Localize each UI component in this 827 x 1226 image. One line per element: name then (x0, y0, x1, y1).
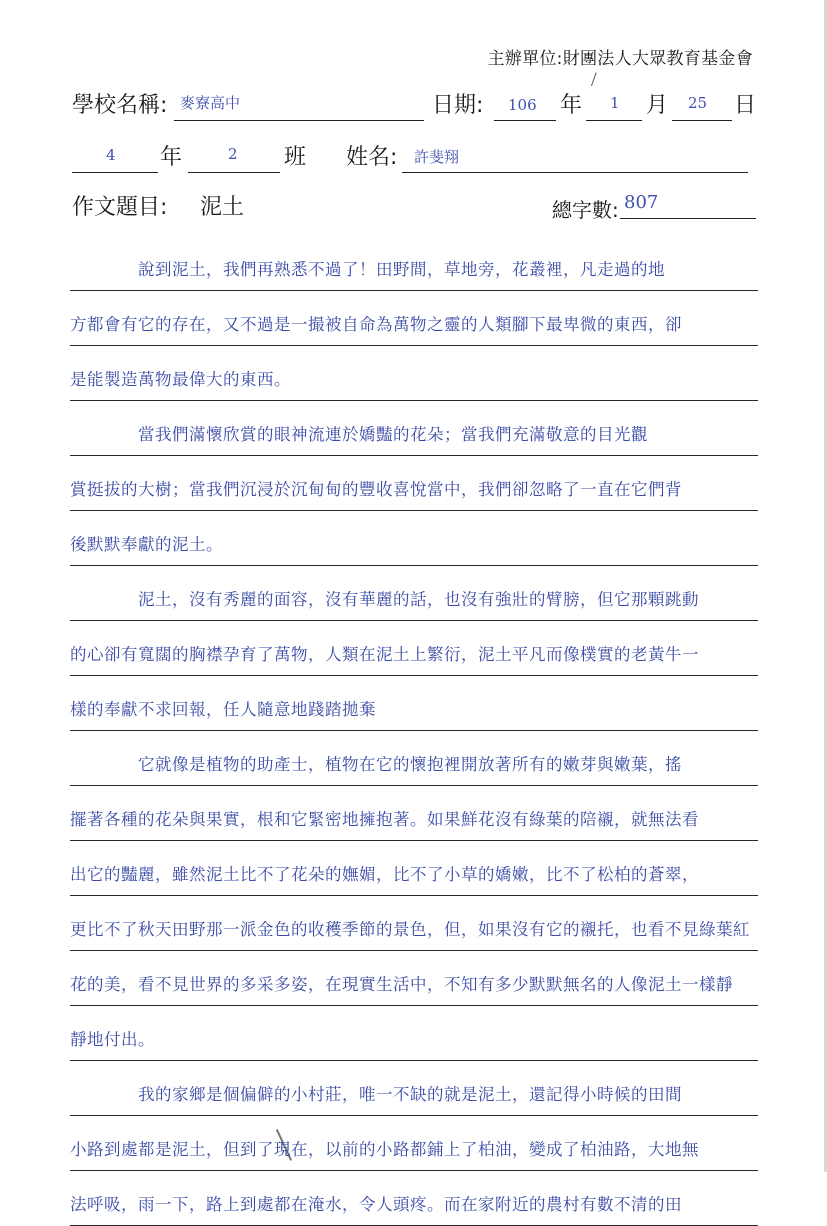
essay-line: 說到泥土，我們再熟悉不過了！田野間，草地旁，花叢裡，凡走過的地 (70, 236, 758, 291)
school-value: 麥寮高中 (180, 94, 241, 112)
wordcount-label: 總字數: (552, 198, 619, 222)
essay-line: 的心卻有寬闊的胸襟孕育了萬物，人類在泥土上繁衍，泥土平凡而像樸實的老黃牛一 (70, 621, 758, 676)
organizer-label: 主辦單位:財團法人大眾教育基金會 (487, 49, 753, 69)
name-value: 許斐翔 (414, 148, 460, 166)
class-value: 2 (228, 145, 238, 163)
topic-value: 泥土 (200, 195, 245, 220)
essay-line: 花的美，看不見世界的多采多姿，在現實生活中，不知有多少默默無名的人像泥土一樣靜 (70, 951, 758, 1006)
essay-line: 賞挺拔的大樹；當我們沉浸於沉甸甸的豐收喜悅當中，我們卻忽略了一直在它們背 (70, 456, 758, 511)
essay-line: 方都會有它的存在，又不過是一撮被自命為萬物之靈的人類腳下最卑微的東西，卻 (70, 291, 758, 346)
essay-line: 擺著各種的花朵與果實，根和它緊密地擁抱著。如果鮮花沒有綠葉的陪襯，就無法看 (70, 786, 758, 841)
month-label: 月 (646, 93, 669, 118)
essay-line: 後默默奉獻的泥土。 (70, 511, 758, 566)
essay-line: 它就像是植物的助產士，植物在它的懷抱裡開放著所有的嫩芽與嫩葉，搖 (70, 731, 758, 786)
essay-line: 小路到處都是泥土，但到了現在，以前的小路都鋪上了柏油，變成了柏油路，大地無 (70, 1116, 758, 1171)
essay-line: 法呼吸，雨一下，路上到處都在淹水，令人頭疼。而在家附近的農村有數不清的田 (70, 1171, 758, 1226)
school-label: 學校名稱: (72, 93, 168, 118)
pen-mark (591, 73, 606, 90)
grade-value: 4 (106, 146, 116, 164)
essay-line: 靜地付出。 (70, 1006, 758, 1061)
wordcount-value: 807 (624, 192, 659, 213)
essay-line: 出它的豔麗，雖然泥土比不了花朵的嫵媚，比不了小草的嬌嫩，比不了松柏的蒼翠， (70, 841, 758, 896)
class-label: 班 (284, 145, 307, 170)
essay-body (70, 236, 758, 1226)
name-label: 姓名: (346, 145, 398, 170)
date-year-value: 106 (508, 96, 537, 114)
essay-line: 更比不了秋天田野那一派金色的收穫季節的景色，但，如果沒有它的襯托，也看不見綠葉紅 (70, 896, 758, 951)
date-label: 日期: (432, 93, 484, 118)
essay-line: 樣的奉獻不求回報，任人隨意地踐踏拋棄 (70, 676, 758, 731)
day-label: 日 (734, 93, 757, 118)
topic-label: 作文題目: (72, 195, 168, 220)
essay-line: 泥土，沒有秀麗的面容，沒有華麗的話，也沒有強壯的臂膀，但它那顆跳動 (70, 566, 758, 621)
essay-line: 當我們滿懷欣賞的眼神流連於嬌豔的花朵；當我們充滿敬意的目光觀 (70, 401, 758, 456)
date-month-value: 1 (610, 94, 620, 112)
date-day-value: 25 (688, 94, 708, 112)
grade-label: 年 (160, 145, 183, 170)
year-label: 年 (560, 93, 583, 118)
essay-line: 是能製造萬物最偉大的東西。 (70, 346, 758, 401)
essay-line: 我的家鄉是個偏僻的小村莊，唯一不缺的就是泥土，還記得小時候的田間 (70, 1061, 758, 1116)
